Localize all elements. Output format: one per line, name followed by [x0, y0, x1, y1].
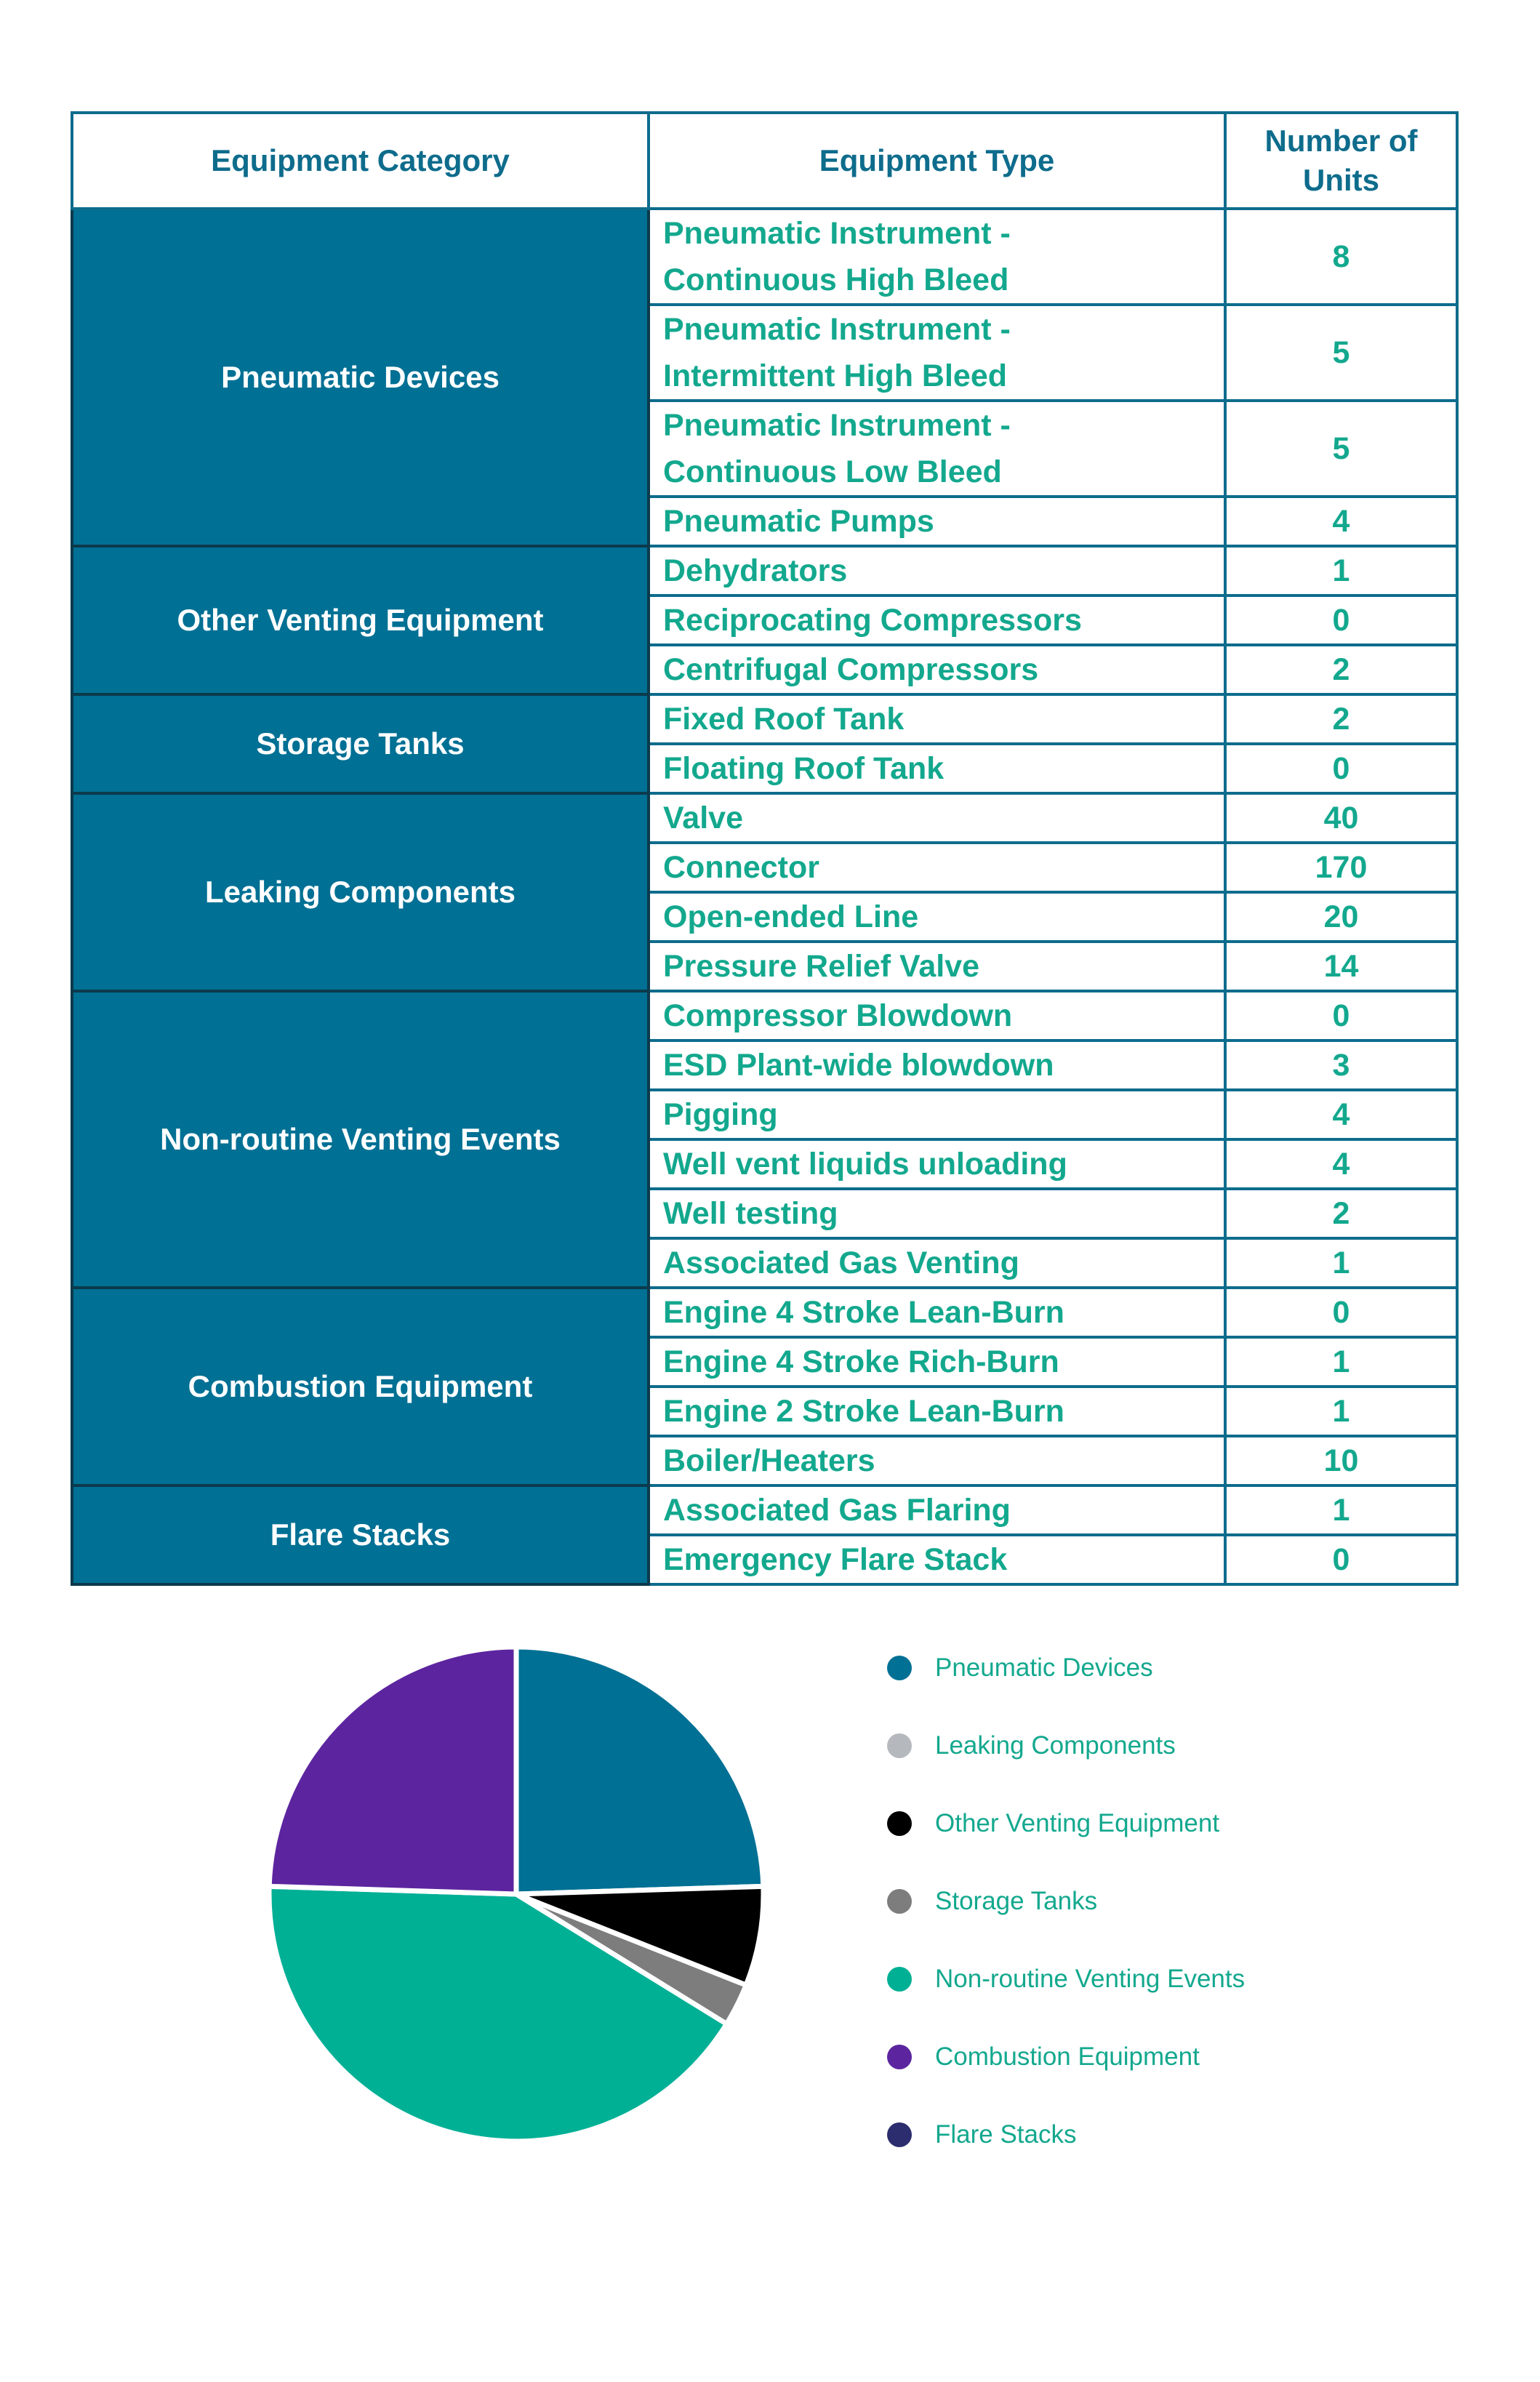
legend-label: Flare Stacks: [935, 2120, 1077, 2149]
equipment-type-cell: [649, 305, 1225, 401]
equipment-type-cell: Pressure Relief Valve: [649, 942, 1225, 991]
units-cell: 0: [1225, 1288, 1457, 1337]
table-row: [72, 546, 1457, 596]
units-cell: 0: [1225, 596, 1457, 645]
units-cell: 4: [1225, 1139, 1457, 1189]
units-cell: 2: [1225, 645, 1457, 694]
units-cell: 1: [1225, 546, 1457, 596]
table-header-row: [72, 113, 1457, 209]
pie-legend: [887, 1629, 1245, 2173]
equipment-type-cell: [649, 401, 1225, 497]
units-cell: 14: [1225, 942, 1457, 991]
equipment-type-cell: Boiler/Heaters: [649, 1436, 1225, 1485]
legend-label: Leaking Components: [935, 1731, 1176, 1760]
equipment-type-cell: ESD Plant-wide blowdown: [649, 1040, 1225, 1090]
equipment-type-cell: Well vent liquids unloading: [649, 1139, 1225, 1189]
units-cell: 0: [1225, 1535, 1457, 1584]
legend-item: [887, 2018, 1245, 2096]
legend-item: [887, 1940, 1245, 2018]
pie-chart: [262, 1640, 771, 2149]
legend-item: [887, 1707, 1245, 1784]
equipment-type-cell: Engine 4 Stroke Rich-Burn: [649, 1337, 1225, 1387]
units-cell: 0: [1225, 991, 1457, 1040]
equipment-type-line2: Continuous High Bleed: [663, 262, 1009, 297]
category-combustion-equipment: Combustion Equipment: [72, 1288, 649, 1485]
legend-label: Other Venting Equipment: [935, 1808, 1220, 1837]
units-cell: 40: [1225, 793, 1457, 843]
table-row: [72, 209, 1457, 305]
category-leaking-components: Leaking Components: [72, 793, 649, 991]
units-cell: 3: [1225, 1040, 1457, 1090]
category-storage-tanks: Storage Tanks: [72, 694, 649, 793]
equipment-type-line1: Pneumatic Instrument -: [663, 216, 1011, 251]
legend-label: Non-routine Venting Events: [935, 1964, 1246, 1993]
legend-swatch: [887, 1889, 912, 1914]
equipment-type-cell: Connector: [649, 843, 1225, 892]
equipment-type-cell: Reciprocating Compressors: [649, 596, 1225, 645]
category-pneumatic-devices: Pneumatic Devices: [72, 209, 649, 546]
legend-swatch: [887, 2122, 912, 2147]
units-cell: 0: [1225, 744, 1457, 793]
legend-item: [887, 1629, 1245, 1707]
legend-swatch: [887, 1967, 912, 1992]
units-cell: 5: [1225, 305, 1457, 401]
pie-slice-combustion-equipment: [269, 1647, 516, 1894]
units-cell: 4: [1225, 497, 1457, 546]
units-cell: 8: [1225, 209, 1457, 305]
header-equipment-category: Equipment Category: [72, 113, 649, 209]
header-number-of-units: [1225, 113, 1457, 209]
units-cell: 1: [1225, 1387, 1457, 1436]
equipment-type-line1: Pneumatic Instrument -: [663, 312, 1011, 347]
units-cell: 5: [1225, 401, 1457, 497]
equipment-type-cell: [649, 209, 1225, 305]
equipment-type-line2: Continuous Low Bleed: [663, 454, 1002, 489]
table-row: [72, 1288, 1457, 1337]
legend-label: Pneumatic Devices: [935, 1653, 1153, 1682]
equipment-type-cell: Open-ended Line: [649, 892, 1225, 942]
category-other-venting-equipment: Other Venting Equipment: [72, 546, 649, 694]
equipment-type-line2: Intermittent High Bleed: [663, 358, 1008, 393]
legend-swatch: [887, 2045, 912, 2069]
legend-swatch: [887, 1733, 912, 1758]
equipment-type-cell: Centrifugal Compressors: [649, 645, 1225, 694]
header-units-line2: Units: [1303, 163, 1379, 197]
equipment-type-cell: Dehydrators: [649, 546, 1225, 596]
legend-swatch: [887, 1656, 912, 1680]
equipment-type-cell: Fixed Roof Tank: [649, 694, 1225, 744]
units-cell: 2: [1225, 1189, 1457, 1238]
equipment-type-cell: Engine 2 Stroke Lean-Burn: [649, 1387, 1225, 1436]
equipment-type-cell: Associated Gas Venting: [649, 1238, 1225, 1288]
header-units-line1: Number of: [1264, 124, 1418, 158]
units-cell: 10: [1225, 1436, 1457, 1485]
legend-label: Combustion Equipment: [935, 2042, 1200, 2071]
legend-item: [887, 2096, 1245, 2173]
category-non-routine-venting-events: Non-routine Venting Events: [72, 991, 649, 1288]
units-cell: 1: [1225, 1238, 1457, 1288]
equipment-type-cell: Well testing: [649, 1189, 1225, 1238]
units-cell: 20: [1225, 892, 1457, 942]
equipment-type-cell: Associated Gas Flaring: [649, 1485, 1225, 1535]
equipment-type-cell: Engine 4 Stroke Lean-Burn: [649, 1288, 1225, 1337]
equipment-type-cell: Emergency Flare Stack: [649, 1535, 1225, 1584]
units-cell: 1: [1225, 1485, 1457, 1535]
table-row: [72, 793, 1457, 843]
table-row: [72, 1485, 1457, 1535]
equipment-type-cell: Valve: [649, 793, 1225, 843]
units-cell: 2: [1225, 694, 1457, 744]
legend-label: Storage Tanks: [935, 1886, 1098, 1915]
header-equipment-type: Equipment Type: [649, 113, 1225, 209]
legend-item: [887, 1784, 1245, 1862]
table-row: [72, 991, 1457, 1040]
table-row: [72, 694, 1457, 744]
equipment-table: [71, 111, 1459, 1586]
category-flare-stacks: Flare Stacks: [72, 1485, 649, 1584]
units-cell: 4: [1225, 1090, 1457, 1139]
equipment-type-cell: Pigging: [649, 1090, 1225, 1139]
equipment-type-cell: Pneumatic Pumps: [649, 497, 1225, 546]
pie-slice-pneumatic-devices: [516, 1647, 763, 1894]
equipment-type-line1: Pneumatic Instrument -: [663, 408, 1011, 443]
units-cell: 1: [1225, 1337, 1457, 1387]
equipment-type-cell: Compressor Blowdown: [649, 991, 1225, 1040]
units-cell: 170: [1225, 843, 1457, 892]
legend-swatch: [887, 1811, 912, 1836]
legend-item: [887, 1862, 1245, 1940]
equipment-type-cell: Floating Roof Tank: [649, 744, 1225, 793]
